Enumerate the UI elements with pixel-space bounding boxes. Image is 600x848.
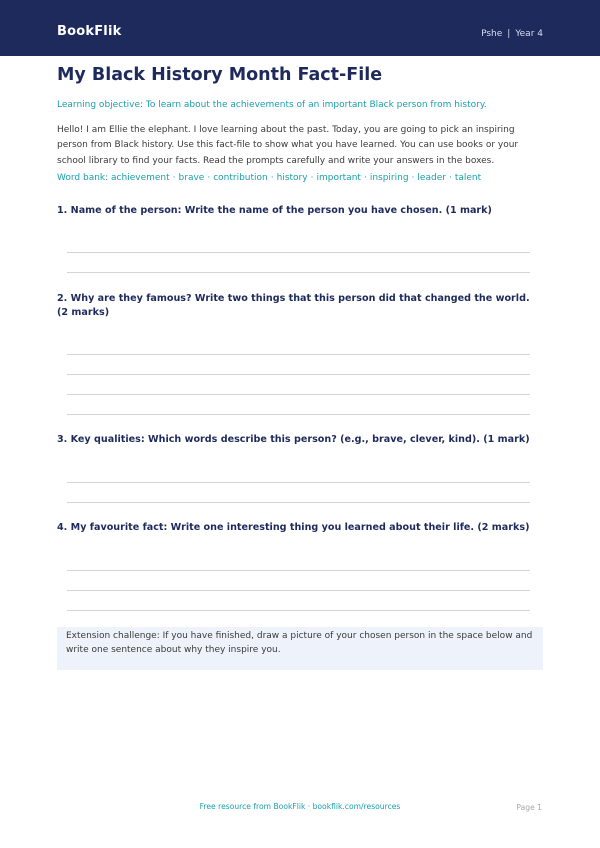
word-item: brave xyxy=(178,173,205,183)
word-item: achievement xyxy=(111,173,170,183)
word-item: talent xyxy=(454,173,482,183)
header-meta xyxy=(481,29,543,39)
answer-line[interactable] xyxy=(67,502,530,503)
question-1: 1. Name of the person: Write the name of the person you have chosen. (1 mark) xyxy=(57,205,492,216)
word-separator: · xyxy=(172,173,176,183)
question-4: 4. My favourite fact: Write one interesting thing you learned about their life. (2 marks) xyxy=(57,522,530,533)
answer-line[interactable] xyxy=(67,482,530,483)
answer-line[interactable] xyxy=(67,272,530,273)
question-2: 2. Why are they famous? Write two things that this person did that changed the world. (2 marks) xyxy=(57,293,530,318)
answer-line[interactable] xyxy=(67,252,530,253)
answer-line[interactable] xyxy=(67,374,530,375)
word-item: history xyxy=(276,173,308,183)
year-label: Year 4 xyxy=(515,29,543,39)
header-separator: | xyxy=(507,29,511,39)
learning-objective: Learning objective: To learn about the achievements of an important Black person from history. xyxy=(57,100,487,110)
extension-challenge: Extension challenge: If you have finished, draw a picture of your chosen person in the space below and write one sentence about why they inspire you. xyxy=(66,631,533,655)
subject-label: Pshe xyxy=(481,29,503,39)
word-separator: · xyxy=(448,173,452,183)
answer-line[interactable] xyxy=(67,394,530,395)
word-separator: · xyxy=(207,173,211,183)
word-bank xyxy=(57,173,481,183)
question-3: 3. Key qualities: Which words describe this person? (e.g., brave, clever, kind). (1 mark) xyxy=(57,434,530,445)
answer-line[interactable] xyxy=(67,610,530,611)
word-bank-label: Word bank: xyxy=(57,173,109,183)
word-separator: · xyxy=(363,173,367,183)
word-item: important xyxy=(316,173,361,183)
word-separator: · xyxy=(270,173,274,183)
brand-logo: BookFlik xyxy=(57,24,122,39)
footer-text: Free resource from BookFlik · bookflik.com/resources xyxy=(199,802,401,811)
intro-text: Hello! I am Ellie the elephant. I love learning about the past. Today, you are going to pick an inspiring person from Black history. Use this fact-file to show what you have learned. You can use books or your school library to find your facts. Read the prompts carefully and write your answers in the boxes. xyxy=(57,125,519,166)
word-item: contribution xyxy=(213,173,268,183)
word-separator: · xyxy=(411,173,415,183)
extension-box[interactable] xyxy=(57,627,543,670)
word-item: leader xyxy=(417,173,446,183)
page-title: My Black History Month Fact-File xyxy=(57,65,383,85)
page-number: Page 1 xyxy=(516,803,542,812)
word-separator: · xyxy=(310,173,314,183)
answer-line[interactable] xyxy=(67,570,530,571)
header-bar xyxy=(0,0,600,56)
answer-line[interactable] xyxy=(67,414,530,415)
word-item: inspiring xyxy=(369,173,409,183)
answer-line[interactable] xyxy=(67,590,530,591)
answer-line[interactable] xyxy=(67,354,530,355)
